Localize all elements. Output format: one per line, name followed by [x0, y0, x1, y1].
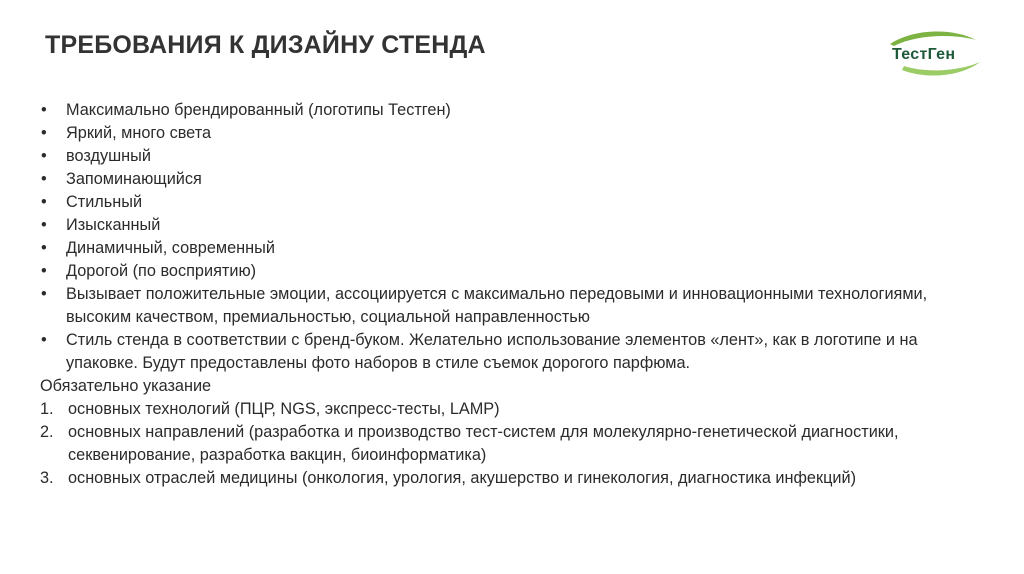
- bullet-marker: •: [41, 124, 47, 142]
- requirements-list: [40, 99, 980, 375]
- list-item-text: Максимально брендированный (логотипы Тестген): [66, 101, 451, 119]
- list-item: [40, 99, 980, 122]
- numbered-item-text: основных отраслей медицины (онкология, урология, акушерство и гинекология, диагностика инфекций): [68, 469, 857, 487]
- testgen-logo: [884, 26, 984, 80]
- list-item: [40, 329, 980, 375]
- item-number: 3.: [40, 469, 54, 487]
- bullet-marker: •: [41, 285, 47, 303]
- bullet-marker: •: [41, 262, 47, 280]
- required-items-list: [40, 398, 980, 490]
- list-item: [40, 168, 980, 191]
- list-item: [40, 122, 980, 145]
- list-item-text: Яркий, много света: [66, 124, 212, 142]
- slide-content: [40, 99, 980, 490]
- list-item-text: Дорогой (по восприятию): [66, 262, 257, 280]
- bullet-marker: •: [41, 147, 47, 165]
- list-item-text: Динамичный, современный: [66, 239, 275, 257]
- logo-text: ТестГен: [892, 46, 956, 63]
- list-item: [40, 191, 980, 214]
- bullet-marker: •: [41, 331, 47, 349]
- list-item: [40, 237, 980, 260]
- slide-title: ТРЕБОВАНИЯ К ДИЗАЙНУ СТЕНДА: [45, 31, 486, 59]
- bullet-marker: •: [41, 101, 47, 119]
- bullet-marker: •: [41, 193, 47, 211]
- numbered-item-text: основных направлений (разработка и производство тест-систем для молекулярно-генетической диагностики, секвенирование, разработка вакцин, биоинформатика): [68, 423, 899, 464]
- list-item-text: Изысканный: [66, 216, 161, 234]
- bullet-marker: •: [41, 239, 47, 257]
- required-heading: Обязательно указание: [40, 377, 212, 395]
- numbered-item: [40, 398, 980, 421]
- item-number: 2.: [40, 423, 54, 441]
- list-item-text: Вызывает положительные эмоции, ассоциируется с максимально передовыми и инновационными технологиями, высоким качеством, премиальностью, социальной направленностью: [66, 285, 928, 326]
- numbered-item: [40, 467, 980, 490]
- list-item-text: воздушный: [66, 147, 151, 165]
- list-item: [40, 260, 980, 283]
- numbered-item: [40, 421, 980, 467]
- bullet-marker: •: [41, 170, 47, 188]
- numbered-item-text: основных технологий (ПЦР, NGS, экспресс-тесты, LAMP): [68, 400, 500, 418]
- list-item: [40, 214, 980, 237]
- list-item-text: Стильный: [66, 193, 143, 211]
- bullet-marker: •: [41, 216, 47, 234]
- list-item-text: Запоминающийся: [66, 170, 202, 188]
- item-number: 1.: [40, 400, 54, 418]
- list-item: [40, 145, 980, 168]
- list-item: [40, 283, 980, 329]
- list-item-text: Стиль стенда в соответствии с бренд-буком. Желательно использование элементов «лент», как в логотипе и на упаковке. Будут предоставлены фото наборов в стиле съемок дорогого парфюма.: [66, 331, 918, 372]
